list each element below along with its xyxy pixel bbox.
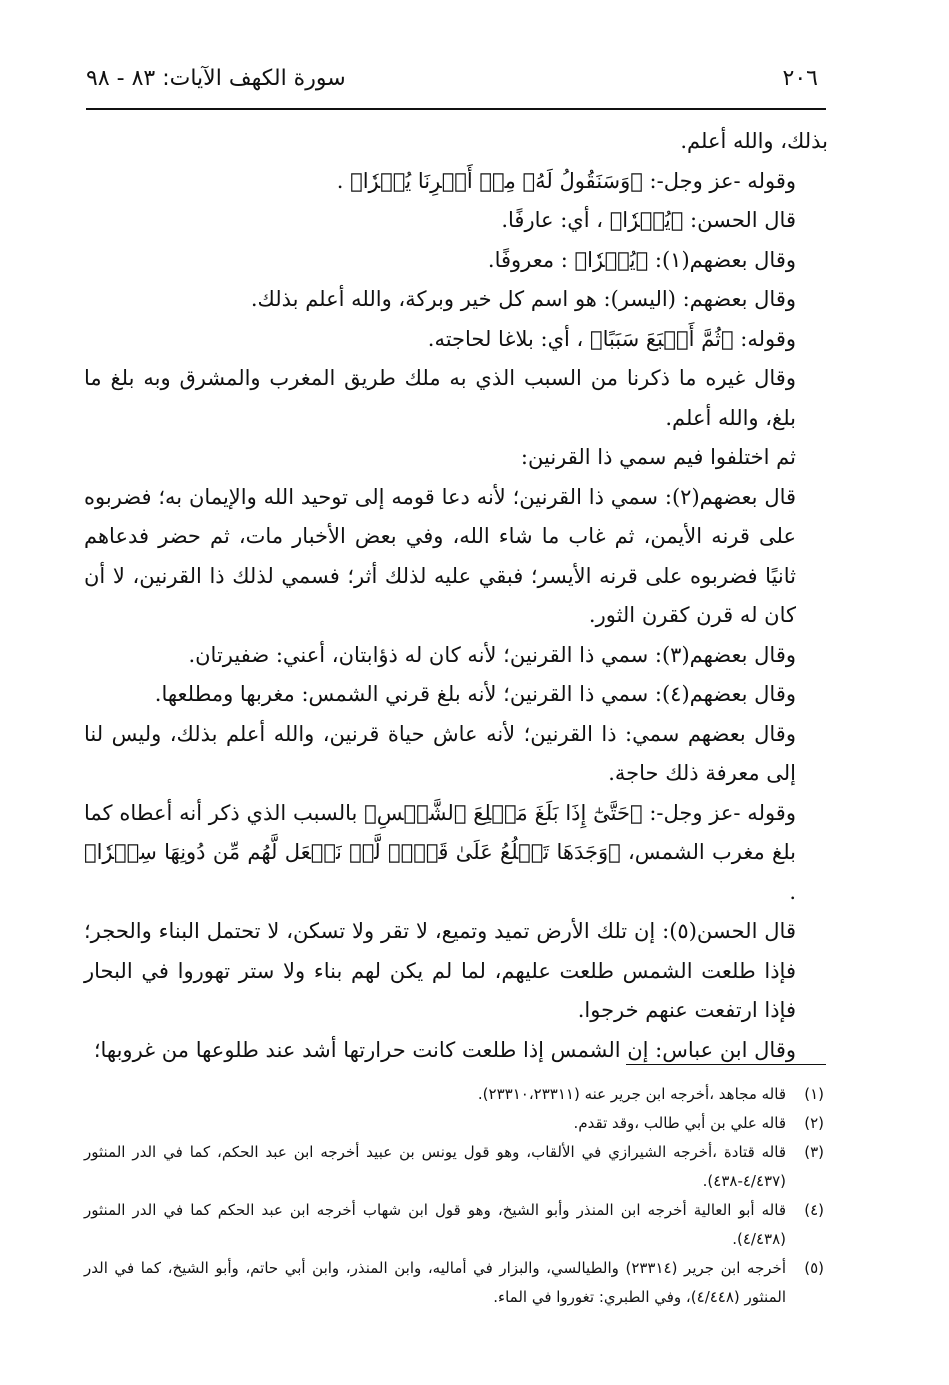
footnote-text: قاله أبو العالية أخرجه ابن المنذر وأبو الشيخ، وهو قول ابن شهاب أخرجه ابن عبد الحكم كما في الدر المنثور (٤/٤٣٨). [84, 1201, 786, 1248]
paragraph: قال الحسن(٥): إن تلك الأرض تميد وتميع، لا تقر ولا تسكن، لا تحتمل البناء والحجر؛ فإذا طلعت الشمس طلعت عليهم، لما لم يكن لهم بناء ولا ستر تهوروا في البحار فإذا ارتفعت عنهم خرجوا. [84, 919, 796, 1022]
paragraph: وقال بعضهم(٣): سمي ذا القرنين؛ لأنه كان له ذؤابتان، أعني: ضفيرتان. [188, 642, 796, 667]
paragraph: وقوله: ﴿ثُمَّ أَتۡبَعَ سَبَبًا﴾ ، أي: بلاغا لحاجته. [427, 326, 796, 351]
footnote-number: (٢) [804, 1114, 824, 1132]
footnote [84, 1196, 830, 1254]
paragraph: وقال بعضهم سمي: ذا القرنين؛ لأنه عاش حياة قرنين، والله أعلم بذلك، وليس لنا إلى معرفة ذلك حاجة. [84, 721, 796, 785]
footnote [84, 1254, 830, 1312]
footnote-number: (٥) [804, 1259, 824, 1277]
footnote [84, 1109, 830, 1138]
footnote-text: أخرجه ابن جرير (٢٣٣١٤) والطيالسي، والبزار في أماليه، وابن المنذر، وابن أبي حاتم، وأبو الشيخ، كما في الدر المنثور (٤/٤٤٨)، وفي الطبري: تغوروا في الماء. [84, 1259, 786, 1306]
footnotes [84, 1080, 830, 1312]
header-rule [86, 108, 826, 110]
paragraph: ثم اختلفوا فيم سمي ذا القرنين: [520, 445, 796, 469]
paragraph: وقال بعضهم(٤): سمي ذا القرنين؛ لأنه بلغ قرني الشمس: مغربها ومطلعها. [154, 682, 796, 706]
paragraph: قال الحسن: ﴿يُسۡرٗا﴾ ، أي: عارفًا. [501, 208, 796, 232]
paragraph: وقال ابن عباس: إن الشمس إذا طلعت كانت حرارتها أشد عند طلوعها من غروبها؛ [93, 1037, 796, 1062]
footnote-number: (١) [804, 1085, 824, 1103]
page-header [86, 66, 826, 100]
running-title: سورة الكهف الآيات: ٨٣ - ٩٨ [86, 66, 346, 91]
footnote-text: قاله قتادة ،أخرجه الشيرازي في الألقاب، وهو قول يونس بن عبيد أخرجه ابن عبد الحكم، كما في الدر المنثور (٤/٤٣٧-٤٣٨). [84, 1143, 786, 1190]
paragraph: قال بعضهم(٢): سمي ذا القرنين؛ لأنه دعا قومه إلى توحيد الله والإيمان به؛ فضربوه على قرنه الأيمن، ثم غاب ما شاء الله، وفي بعض الأخبار مات، ثم حضر فدعاهم ثانيًا فضربوه على قرنه الأيسر؛ فبقي عليه لذلك أثر؛ فسمي لذلك ذا القرنين، لا أن كان له قرن كقرن الثور. [84, 484, 797, 627]
footnote-rule [626, 1064, 826, 1065]
paragraph: بذلك، والله أعلم. [680, 129, 828, 153]
footnote-text: قاله علي بن أبي طالب ،وقد تقدم. [573, 1114, 786, 1132]
footnote-number: (٤) [804, 1201, 824, 1219]
page-number: ٢٠٦ [782, 66, 818, 91]
paragraph: وقال بعضهم: (اليسر): هو اسم كل خير وبركة، والله أعلم بذلك. [250, 287, 796, 311]
paragraph: وقال غيره ما ذكرنا من السبب الذي به ملك طريق المغرب والمشرق وبه بلغ ما بلغ، والله أعلم. [84, 366, 796, 430]
footnote [84, 1138, 830, 1196]
footnote [84, 1080, 830, 1109]
footnote-text: قاله مجاهد ،أخرجه ابن جرير عنه (٢٣٣١٠،٢٣٣١١). [477, 1085, 786, 1103]
paragraph: وقوله -عز وجل-: ﴿وَسَنَقُولُ لَهُۥ مِنۡ أَمۡرِنَا يُسۡرٗا﴾ . [336, 168, 796, 193]
paragraph: وقال بعضهم(١): ﴿يُسۡرٗا﴾ : معروفًا. [487, 247, 796, 272]
paragraph: وقوله -عز وجل-: ﴿حَتَّىٰٓ إِذَا بَلَغَ مَطۡلِعَ ٱلشَّمۡسِ﴾ بالسبب الذي ذكر أنه أعطاه كما بلغ مغرب الشمس، ﴿وَجَدَهَا تَطۡلُعُ عَلَىٰ قَوۡمٖ لَّمۡ نَجۡعَل لَّهُم مِّن دُونِهَا سِتۡرٗا﴾ . [84, 800, 796, 904]
main-text [84, 122, 828, 1070]
footnote-number: (٣) [804, 1143, 824, 1161]
